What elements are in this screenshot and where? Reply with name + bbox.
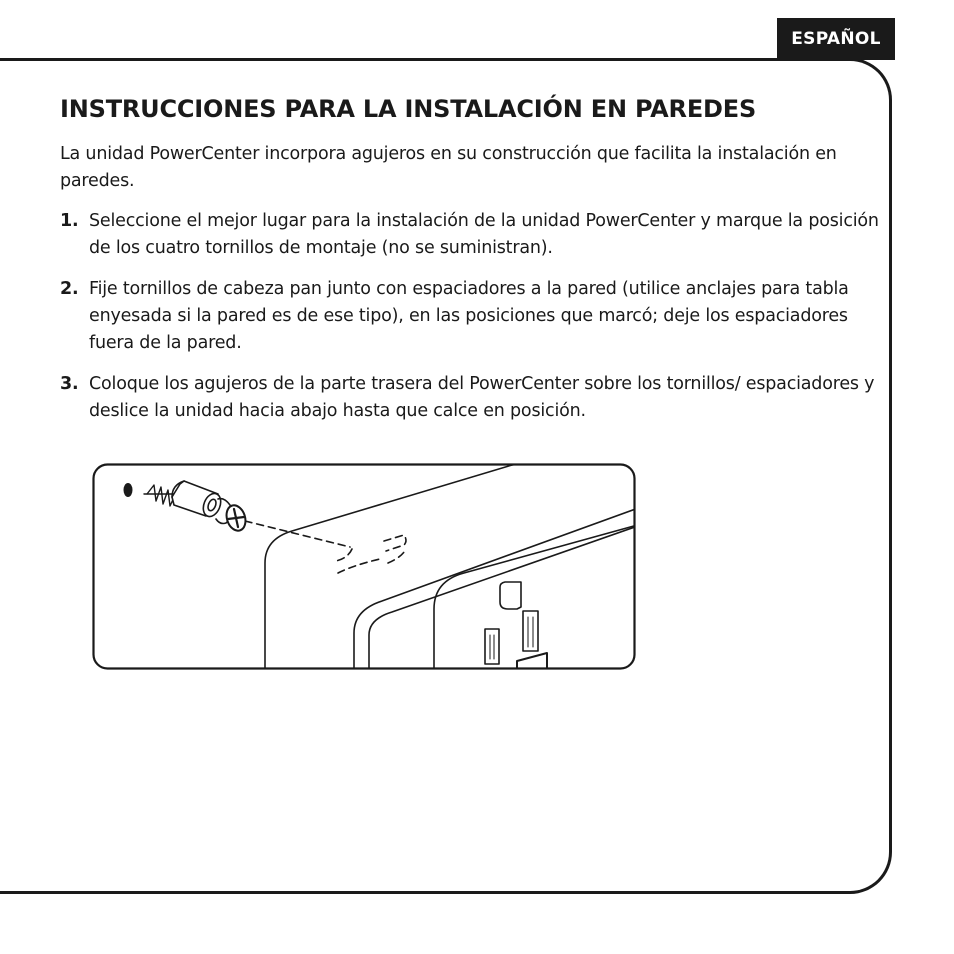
step-2	[60, 276, 880, 357]
wall-drill-hole	[124, 483, 133, 497]
step-1	[60, 208, 880, 262]
instruction-steps	[60, 208, 880, 439]
step-text: Fije tornillos de cabeza pan junto con espaciadores a la pared (utilice anclajes para tabla enyesada si la pared es de ese tipo), en las posiciones que marcó; deje los espaciadores fuera de la pared.	[89, 279, 849, 353]
step-text: Coloque los agujeros de la parte trasera del PowerCenter sobre los tornillos/ espaciadores y deslice la unidad hacia abajo hasta que calce en posición.	[89, 374, 875, 421]
step-text: Seleccione el mejor lugar para la instalación de la unidad PowerCenter y marque la posición de los cuatro tornillos de montaje (no se suministran).	[89, 211, 879, 258]
wall-mount-illustration	[92, 463, 636, 670]
step-number: 3.	[60, 374, 79, 394]
step-3	[60, 371, 880, 425]
spacer-icon	[172, 481, 224, 519]
outlet-receptacle	[485, 582, 547, 670]
step-number: 1.	[60, 211, 79, 231]
outlet-plate-edge	[354, 503, 636, 670]
intro-paragraph: La unidad PowerCenter incorpora agujeros en su construcción que facilita la instalación en paredes.	[60, 144, 837, 191]
language-tab: ESPAÑOL	[777, 18, 895, 60]
step-number: 2.	[60, 279, 79, 299]
section-title: INSTRUCCIONES PARA LA INSTALACIÓN EN PAREDES	[60, 95, 757, 123]
